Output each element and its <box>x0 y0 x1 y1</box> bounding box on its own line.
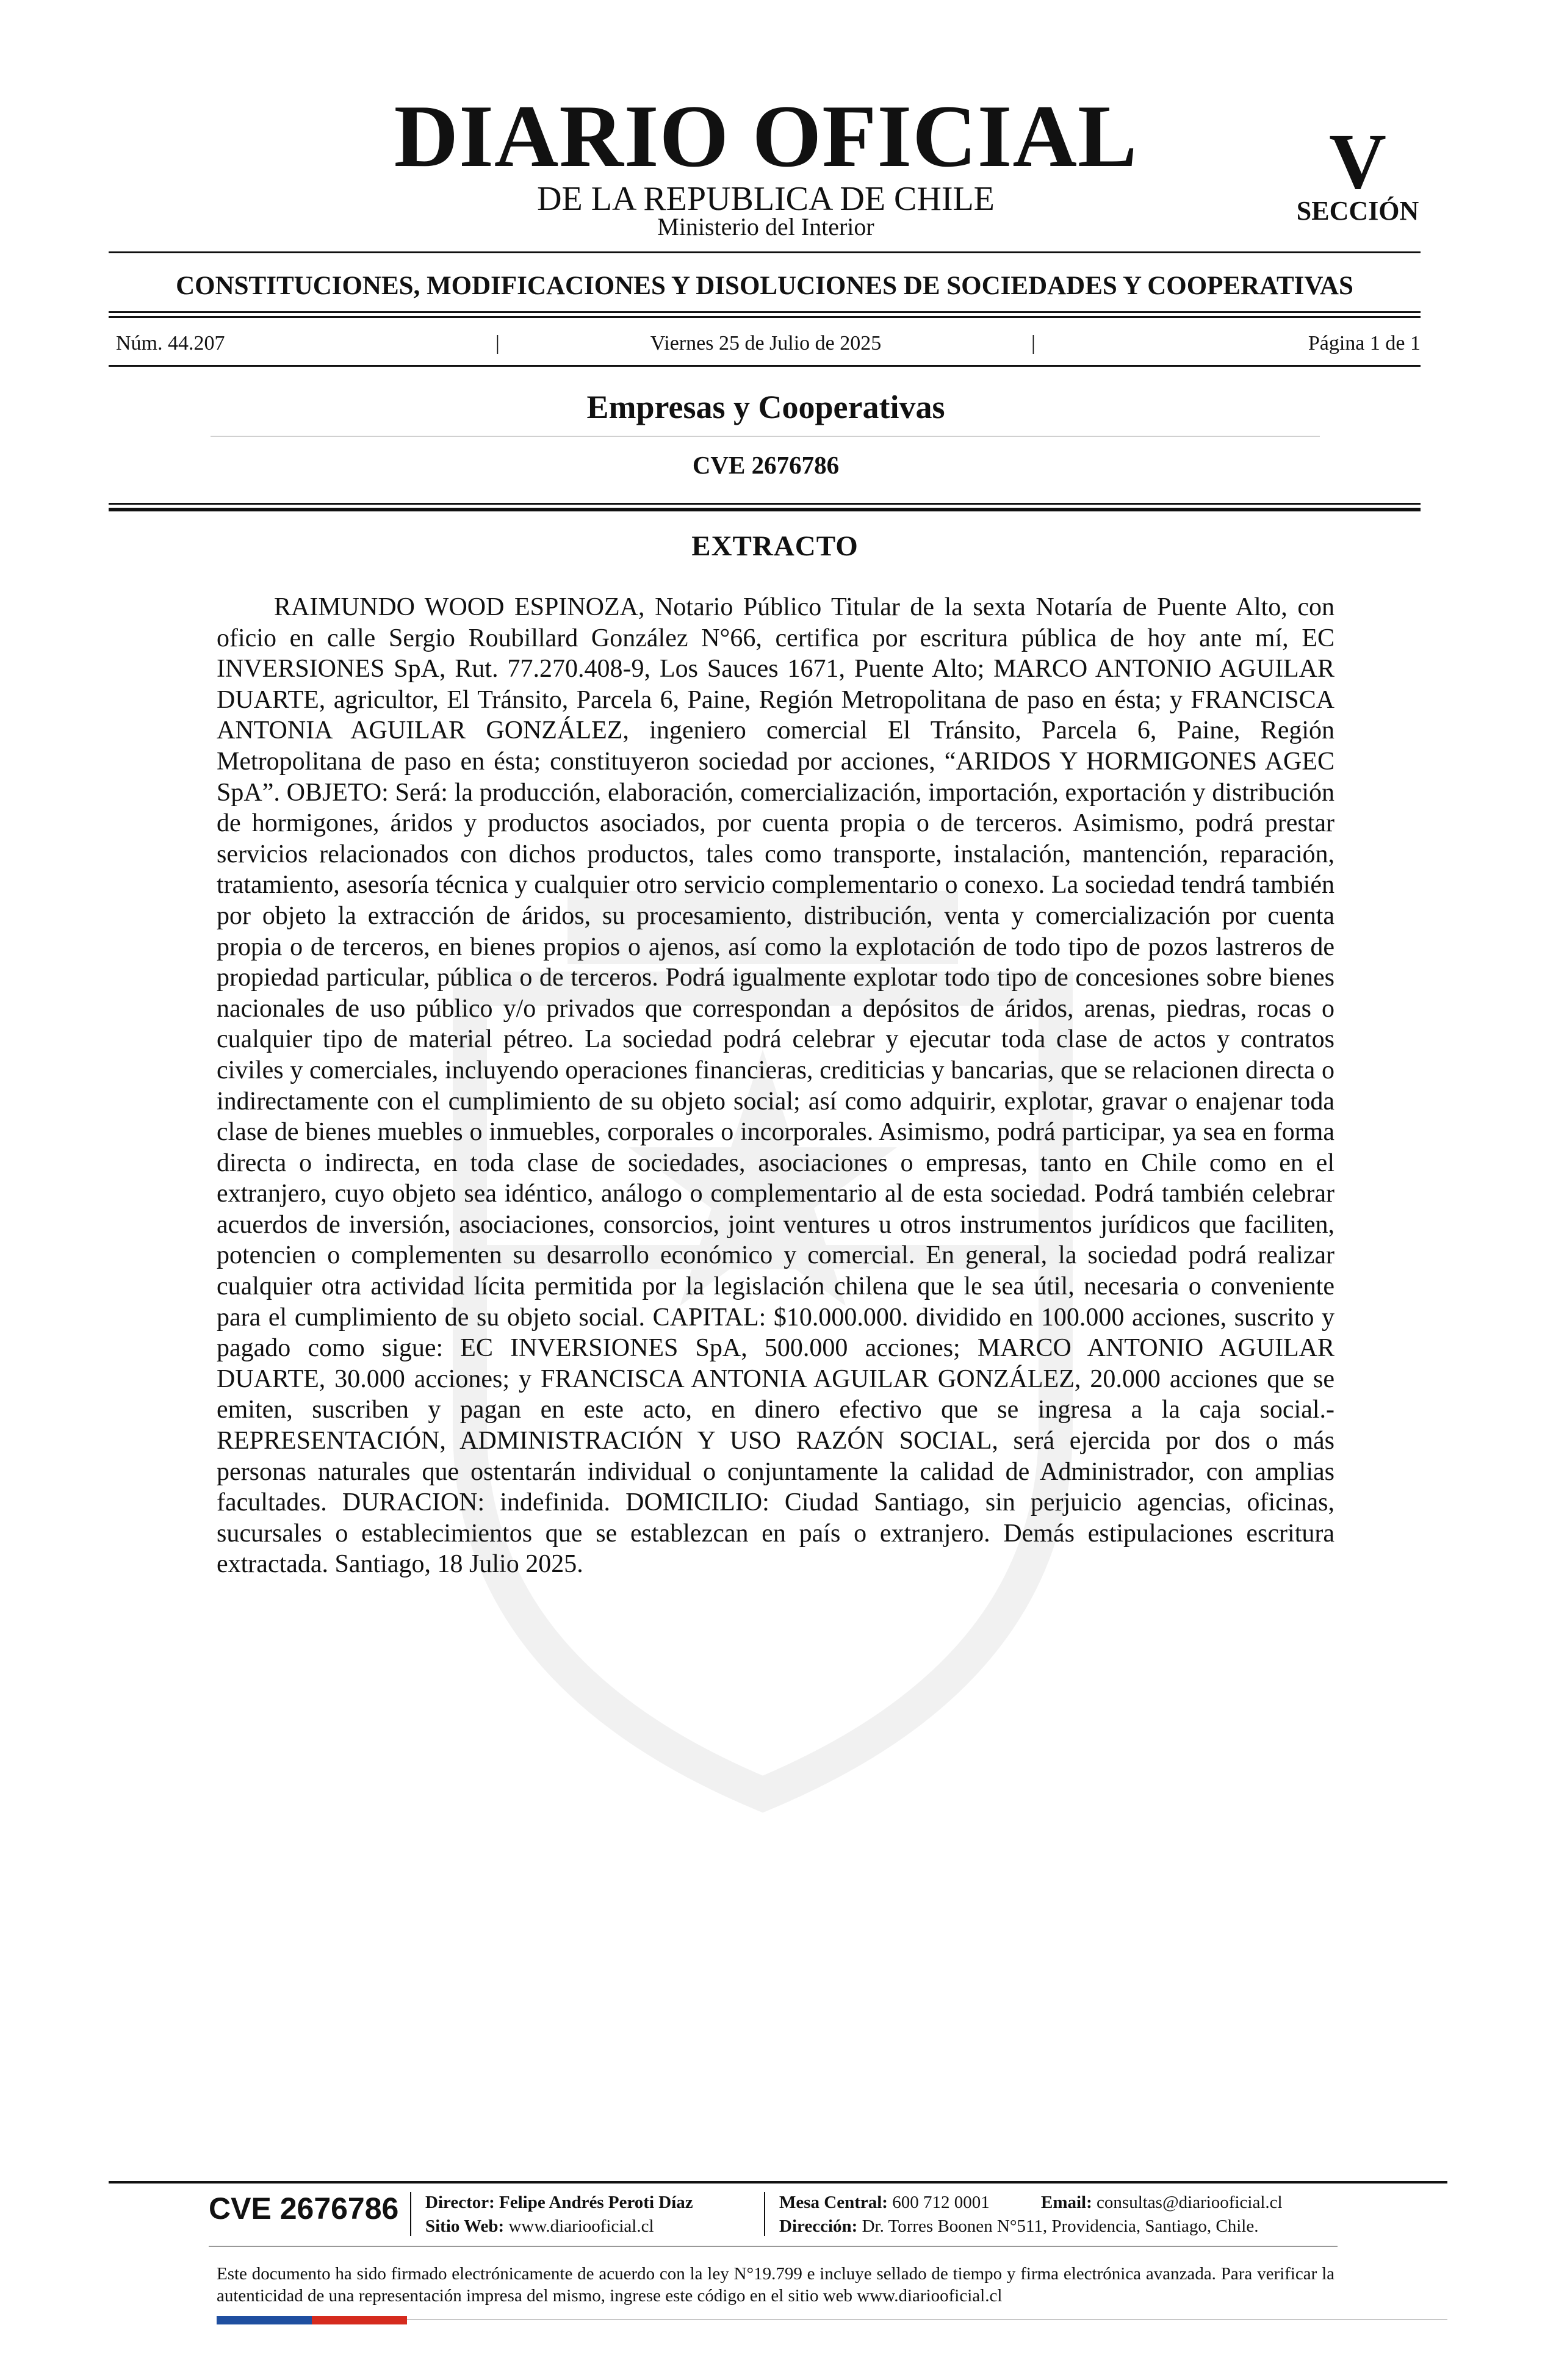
masthead-rule <box>109 251 1421 253</box>
email-label: Email: <box>1041 2193 1092 2212</box>
footer-separator <box>764 2192 765 2236</box>
masthead-title: DIARIO OFICIAL <box>394 87 1138 186</box>
director-name: Felipe Andrés Peroti Díaz <box>499 2193 693 2212</box>
section-letter: V <box>1329 118 1386 206</box>
phone-label: Mesa Central: <box>779 2193 888 2212</box>
document-title: EXTRACTO <box>691 530 859 562</box>
cve-code: CVE 2676786 <box>692 451 840 479</box>
website-label: Sitio Web: <box>425 2216 505 2236</box>
footer-divider <box>209 2246 1338 2247</box>
phone-number: 600 712 0001 <box>892 2193 990 2212</box>
heading-rule-top <box>109 311 1421 313</box>
flag-red-segment <box>312 2316 407 2324</box>
section-heading: CONSTITUCIONES, MODIFICACIONES Y DISOLUCIONES DE SOCIEDADES Y COOPERATIVAS <box>176 272 1353 300</box>
director-label: Director: <box>425 2193 495 2212</box>
footer-address <box>779 2218 1258 2235</box>
footer-phone <box>779 2194 990 2212</box>
category-title: Empresas y Cooperativas <box>586 389 945 425</box>
section-word: SECCIÓN <box>1296 196 1419 226</box>
footer-rule <box>109 2181 1447 2183</box>
issue-separator: | <box>495 332 500 355</box>
footer-cve-code: CVE 2676786 <box>209 2191 399 2226</box>
footer-website <box>425 2218 654 2235</box>
footer-email <box>1041 2194 1283 2212</box>
masthead-subtitle: DE LA REPUBLICA DE CHILE <box>537 180 995 218</box>
address-label: Dirección: <box>779 2216 858 2236</box>
heading-rule-bottom <box>109 316 1421 318</box>
issue-separator: | <box>1031 332 1036 355</box>
cve-rule-top <box>109 503 1421 505</box>
website-link[interactable]: www.diariooficial.cl <box>508 2216 654 2236</box>
category-divider <box>211 436 1320 437</box>
flag-blue-segment <box>217 2316 312 2324</box>
issue-rule <box>109 365 1421 367</box>
footer-separator <box>410 2192 411 2236</box>
address-value: Dr. Torres Boonen N°511, Providencia, Santiago, Chile. <box>862 2216 1259 2236</box>
signature-notice: Este documento ha sido firmado electrónicamente de acuerdo con la ley N°19.799 e incluye sellado de tiempo y firma electrónica avanzada. Para verificar la autenticidad de una representación impresa del mismo, ingrese este código en el sitio web www.diariooficial.cl <box>217 2264 1334 2306</box>
email-link[interactable]: consultas@diariooficial.cl <box>1097 2193 1283 2212</box>
footer-bottom-rule <box>407 2319 1447 2320</box>
flag-bar <box>217 2316 407 2324</box>
cve-rule-bottom <box>109 508 1421 511</box>
page-indicator: Página 1 de 1 <box>1308 332 1421 355</box>
ministry-label: Ministerio del Interior <box>657 213 874 240</box>
document-body: RAIMUNDO WOOD ESPINOZA, Notario Público Titular de la sexta Notaría de Puente Alto, con oficio en calle Sergio Roubillard González N°66, certifica por escritura pública de hoy ante mí, EC INVERSIONES SpA, Rut. 77.270.408-9, Los Sauces 1671, Puente Alto; MARCO ANTONIO AGUILAR DUARTE, agricultor, El Tránsito, Parcela 6, Paine, Región Metropolitana de paso en ésta; y FRANCISCA ANTONIA AGUILAR GONZÁLEZ, ingeniero comercial El Tránsito, Parcela 6, Paine, Región Metropolitana de paso en ésta; constituyeron sociedad por acciones, “ARIDOS Y HORMIGONES AGEC SpA”. OBJETO: Será: la producción, elaboración, comercialización, importación, exportación y distribución de hormigones, áridos y productos asociados, por cuenta propia o de terceros. Asimismo, podrá prestar servicios relacionados con dichos productos, tales como transporte, instalación, mantención, reparación, tratamiento, asesoría técnica y cualquier otro servicio complementario o conexo. La sociedad tendrá también por objeto la extracción de áridos, su procesamiento, distribución, venta y comercialización por cuenta propia o de terceros, en bienes propios o ajenos, así como la explotación de todo tipo de pozos lastreros de propiedad particular, pública o de terceros. Podrá igualmente explotar todo tipo de concesiones sobre bienes nacionales de uso público y/o privados que correspondan a depósitos de áridos, arenas, piedras, rocas o cualquier tipo de material pétreo. La sociedad podrá celebrar y ejecutar toda clase de actos y contratos civiles y comerciales, incluyendo operaciones financieras, crediticias y bancarias, que se relacionen directa o indirectamente con el cumplimiento de su objeto social; así como adquirir, explotar, gravar o enajenar toda clase de bienes muebles o inmuebles, corporales o incorporales. Asimismo, podrá participar, ya sea en forma directa o indirecta, en toda clase de sociedades, asociaciones o empresas, tanto en Chile como en el extranjero, cuyo objeto sea idéntico, análogo o complementario al de esta sociedad. Podrá también celebrar acuerdos de inversión, asociaciones, consorcios, joint ventures u otros instrumentos jurídicos que faciliten, potencien o complementen su desarrollo económico y comercial. En general, la sociedad podrá realizar cualquier otra actividad lícita permitida por la legislación chilena que le sea útil, necesaria o conveniente para el cumplimiento de su objeto social. CAPITAL: $10.000.000. dividido en 100.000 acciones, suscrito y pagado como sigue: EC INVERSIONES SpA, 500.000 acciones; MARCO ANTONIO AGUILAR DUARTE, 30.000 acciones; y FRANCISCA ANTONIA AGUILAR GONZÁLEZ, 20.000 acciones que se emiten, suscriben y pagan en este acto, en dinero efectivo que se ingresa a la caja social.- REPRESENTACIÓN, ADMINISTRACIÓN Y USO RAZÓN SOCIAL, será ejercida por dos o más personas naturales que ostentarán individual o conjuntamente la calidad de Administrador, con amplias facultades. DURACION: indefinida. DOMICILIO: Ciudad Santiago, sin perjuicio agencias, oficinas, sucursales o establecimientos que se establezcan en país o extranjero. Demás estipulaciones escritura extractada. Santiago, 18 Julio 2025. <box>217 593 1334 1579</box>
issue-number: Núm. 44.207 <box>116 332 225 355</box>
footer-director <box>425 2194 693 2212</box>
issue-date: Viernes 25 de Julio de 2025 <box>650 332 882 355</box>
